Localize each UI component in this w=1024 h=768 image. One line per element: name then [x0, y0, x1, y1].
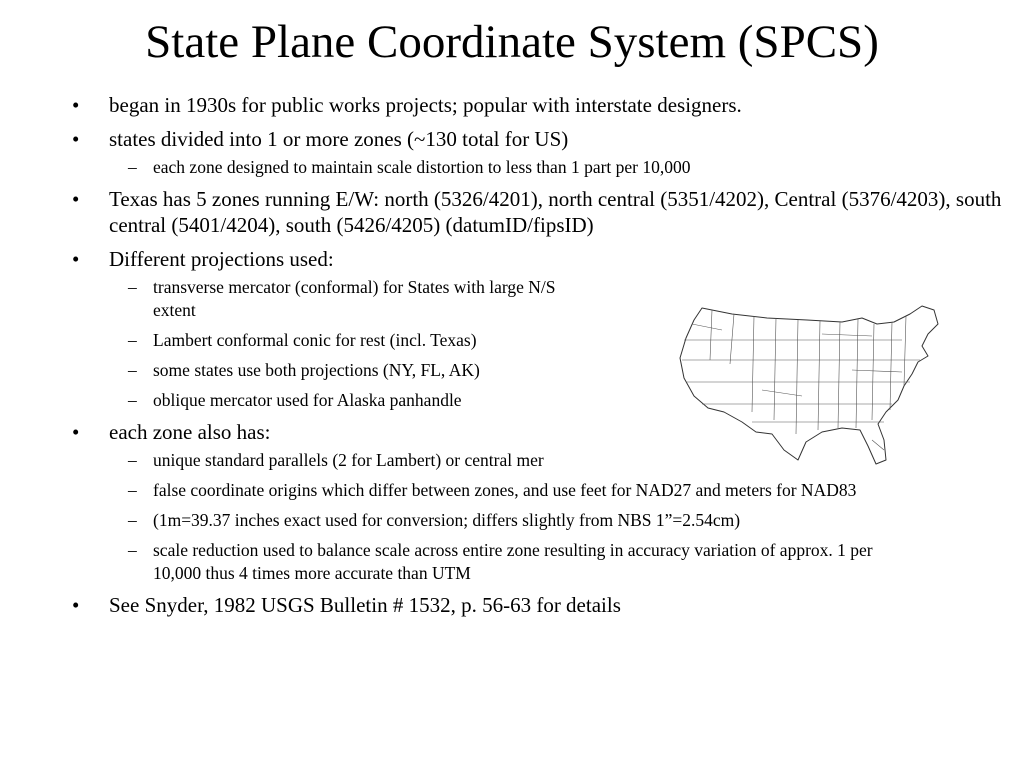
sub-bullet-item	[72, 539, 873, 585]
sub-bullet-text: oblique mercator used for Alaska panhandle	[153, 390, 462, 410]
sub-bullet-text: unique standard parallels (2 for Lambert) or central mer	[153, 450, 544, 470]
bullet-item	[72, 92, 1012, 118]
bullet-text: Different projections used:	[109, 247, 334, 271]
sub-bullet-text: some states use both projections (NY, FL, AK)	[153, 360, 480, 380]
sub-bullet-text: false coordinate origins which differ between zones, and use feet for NAD27 and meters for NAD83	[153, 480, 857, 500]
bullet-item	[72, 186, 1024, 238]
dash-marker: –	[128, 540, 137, 560]
sub-bullet-item	[72, 509, 1012, 532]
dash-marker: –	[128, 360, 137, 380]
dash-marker: –	[128, 157, 137, 177]
us-state-plane-zones-map-icon	[672, 300, 954, 475]
bullet-text: states divided into 1 or more zones (~130 total for US)	[109, 127, 569, 151]
dash-marker: –	[128, 480, 137, 500]
sub-bullet-text: transverse mercator (conformal) for States with large N/S extent	[153, 277, 556, 320]
dash-marker: –	[128, 510, 137, 530]
dash-marker: –	[128, 330, 137, 350]
sub-bullet-text: (1m=39.37 inches exact used for conversion; differs slightly from NBS 1”=2.54cm)	[153, 510, 741, 530]
sub-bullet-item	[72, 479, 873, 502]
dash-marker: –	[128, 450, 137, 470]
bullet-text: began in 1930s for public works projects; popular with interstate designers.	[109, 93, 742, 117]
sub-bullet-text: each zone designed to maintain scale distortion to less than 1 part per 10,000	[153, 157, 691, 177]
bullet-marker: •	[72, 93, 80, 117]
bullet-marker: •	[72, 593, 80, 617]
bullet-marker: •	[72, 420, 80, 444]
bullet-item	[72, 126, 1012, 152]
sub-bullet-item	[72, 156, 1012, 179]
bullet-text: each zone also has:	[109, 420, 271, 444]
dash-marker: –	[128, 390, 137, 410]
bullet-marker: •	[72, 247, 80, 271]
bullet-marker: •	[72, 187, 80, 211]
slide-title: State Plane Coordinate System (SPCS)	[145, 16, 879, 68]
sub-bullet-text: Lambert conformal conic for rest (incl. Texas)	[153, 330, 477, 350]
sub-bullet-item	[72, 276, 593, 322]
bullet-text: See Snyder, 1982 USGS Bulletin # 1532, p. 56-63 for details	[109, 593, 621, 617]
dash-marker: –	[128, 277, 137, 297]
bullet-item	[72, 246, 1012, 272]
bullet-marker: •	[72, 127, 80, 151]
sub-bullet-text: scale reduction used to balance scale across entire zone resulting in accuracy variation of approx. 1 per 10,000 thus 4 times more accurate than UTM	[153, 540, 873, 583]
bullet-text: Texas has 5 zones running E/W: north (5326/4201), north central (5351/4202), Central (5376/4203), south central (5401/4204), south (5426/4205) (datumID/fipsID)	[109, 187, 1002, 237]
bullet-item	[72, 592, 1012, 618]
